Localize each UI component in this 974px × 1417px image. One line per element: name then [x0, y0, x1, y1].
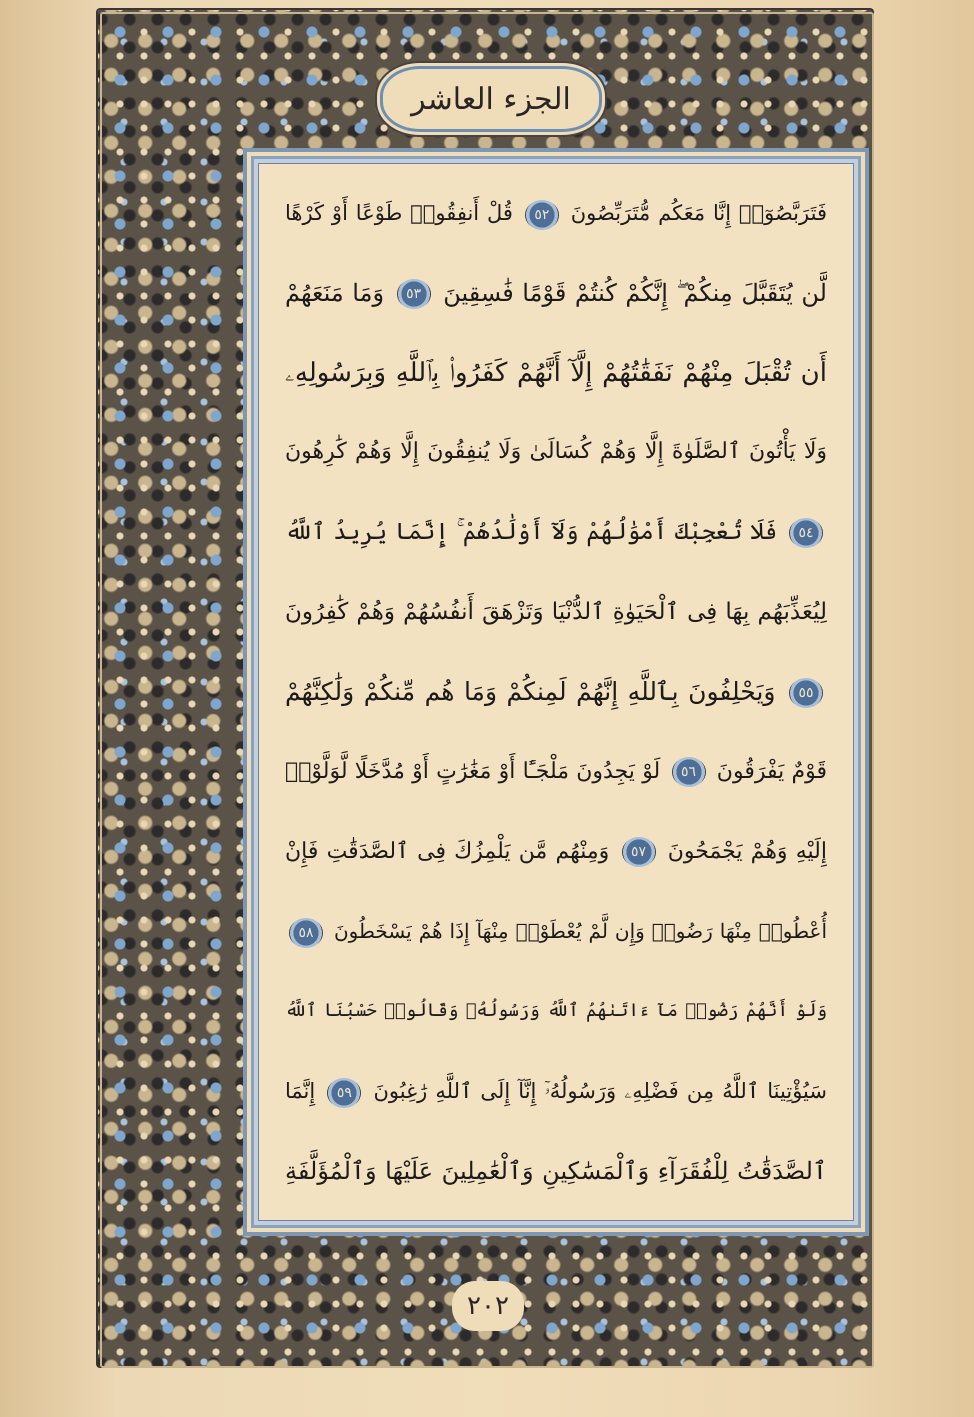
ayah-rosette-icon: ٥٦: [672, 757, 706, 787]
verse-text: سَيُؤْتِينَا ٱللَّهُ مِن فَضْلِهِۦ وَرَسُولُهُۥٓ إِنَّآ إِلَى ٱللَّهِ رَٰغِبُونَ: [373, 1079, 827, 1104]
verse-text: وَمَا مَنَعَهُمْ: [285, 278, 385, 307]
verse-text: فَلَا تُعْجِبْكَ أَمْوَٰلُهُمْ وَلَآ أَوْلَٰدُهُمْ ۚ إِنَّمَا يُرِيدُ ٱللَّهُ: [285, 519, 778, 546]
verse-line: [285, 583, 827, 641]
ayah-rosette-icon: ٥٣: [397, 279, 431, 309]
verse-line: [285, 503, 827, 561]
verse-text: وَمِنْهُم مَّن يَلْمِزُكَ فِى ٱلصَّدَقَٰتِ فَإِنْ: [285, 838, 610, 864]
verse-line: [285, 423, 827, 481]
juz-header-cartouche: [380, 66, 602, 132]
verse-line: [285, 823, 827, 881]
ayah-rosette-icon: ٥٢: [525, 200, 559, 230]
page-number-box: [455, 1284, 521, 1328]
ayah-rosette-icon: ٥٨: [289, 918, 323, 948]
verse-text: وَيَحْلِفُونَ بِٱللَّهِ إِنَّهُمْ لَمِنكُمْ وَمَا هُم مِّنكُمْ وَلَٰكِنَّهُمْ: [285, 676, 776, 706]
verse-line: [285, 1062, 827, 1120]
verse-text: لِيُعَذِّبَهُم بِهَا فِى ٱلْحَيَوٰةِ ٱلدُّنْيَا وَتَزْهَقَ أَنفُسُهُمْ وَهُمْ كَٰفِرُونَ: [285, 599, 827, 626]
verse-text: ٱلصَّدَقَٰتُ لِلْفُقَرَآءِ وَٱلْمَسَٰكِينِ وَٱلْعَٰمِلِينَ عَلَيْهَا وَٱلْمُؤَلَّفَةِ: [285, 1156, 827, 1185]
verse-text-area: [258, 163, 854, 1221]
verse-line: [285, 663, 827, 721]
verse-line: [285, 1142, 827, 1200]
text-panel: [243, 148, 869, 1236]
verse-text: أُعْطُوا۟ مِنْهَا رَضُوا۟ وَإِن لَّمْ يُعْطَوْا۟ مِنْهَآ إِذَا هُمْ يَسْخَطُونَ: [333, 919, 827, 944]
verse-text: وَلَوْ أَنَّهُمْ رَضُوا۟ مَآ ءَاتَىٰهُمُ ٱللَّهُ وَرَسُولُهُۥ وَقَالُوا۟ حَسْبُنَا ٱللَّهُ: [285, 1000, 827, 1022]
juz-title: الجزء العاشر: [411, 81, 571, 117]
verse-text: لَوْ يَجِدُونَ مَلْجَـًٔا أَوْ مَغَٰرَٰتٍ أَوْ مُدَّخَلًا لَّوَلَّوْا۟: [285, 758, 661, 784]
verse-line: [285, 902, 827, 960]
verse-text: أَن تُقْبَلَ مِنْهُمْ نَفَقَٰتُهُمْ إِلَّآ أَنَّهُمْ كَفَرُوا۟ بِٱللَّهِ وَبِرَسُولِهِۦ: [285, 357, 827, 388]
ayah-rosette-icon: ٥٥: [789, 678, 823, 708]
verse-line: [285, 184, 827, 242]
ayah-rosette-icon: ٥٧: [622, 837, 656, 867]
verse-text: لَّن يُتَقَبَّلَ مِنكُمْ ۖ إِنَّكُمْ كُنتُمْ قَوْمًا فَٰسِقِينَ: [443, 278, 827, 307]
verse-text: فَتَرَبَّصُوٓا۟ إِنَّا مَعَكُم مُّتَرَبِّصُونَ: [570, 201, 827, 225]
verse-line: [285, 264, 827, 322]
verse-line: [285, 344, 827, 402]
verse-text: وَلَا يَأْتُونَ ٱلصَّلَوٰةَ إِلَّا وَهُمْ كُسَالَىٰ وَلَا يُنفِقُونَ إِلَّا وَهُمْ كَٰرِهُونَ: [285, 439, 827, 465]
verse-text: قَوْمٌ يَفْرَقُونَ: [716, 758, 827, 784]
verse-line: [285, 982, 827, 1040]
verse-line: [285, 743, 827, 801]
verse-text: إِنَّمَا: [285, 1079, 316, 1104]
ayah-rosette-icon: ٥٩: [327, 1078, 361, 1108]
verse-text: إِلَيْهِ وَهُمْ يَجْمَحُونَ: [667, 838, 827, 864]
ayah-rosette-icon: ٥٤: [789, 518, 823, 548]
page-number: ٢٠٢: [467, 1291, 509, 1321]
verse-text: قُلْ أَنفِقُوا۟ طَوْعًا أَوْ كَرْهًا: [285, 201, 513, 225]
